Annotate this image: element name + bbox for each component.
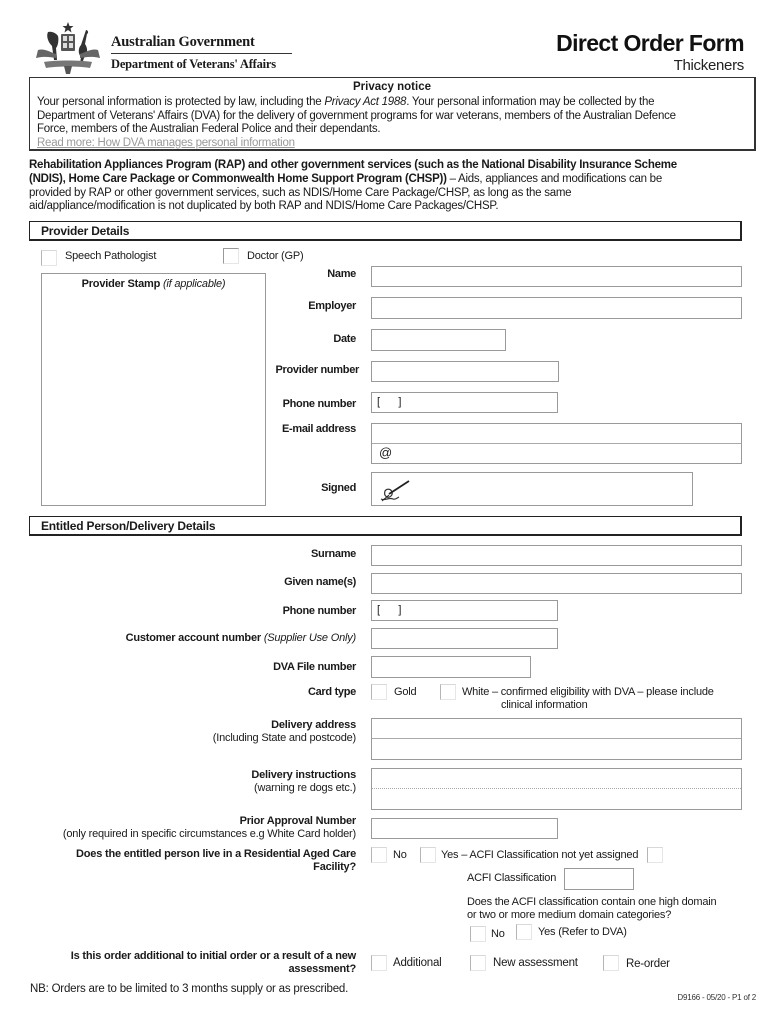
order-reorder-checkbox[interactable]: [603, 955, 619, 971]
acfi-not-assigned-checkbox[interactable]: [647, 847, 663, 863]
acfi-domain-question: Does the ACFI classification contain one high domain or two or more medium domain categories?: [467, 896, 717, 921]
given-names-label: Given name(s): [284, 576, 356, 588]
provider-stamp-note: (if applicable): [162, 278, 226, 290]
signed-label: Signed: [321, 482, 356, 494]
surname-label: Surname: [311, 548, 356, 560]
order-reorder-label: Re-order: [626, 958, 670, 970]
employer-input[interactable]: [371, 297, 742, 319]
dva-file-number-label: DVA File number: [273, 661, 356, 673]
acfi-domain-yes-label: Yes (Refer to DVA): [538, 926, 627, 938]
delivery-address-label: Delivery address (Including State and postcode): [212, 719, 356, 744]
privacy-read-more-link[interactable]: Read more: How DVA manages personal information: [37, 136, 295, 149]
provider-phone-input[interactable]: [371, 392, 558, 413]
employer-label: Employer: [308, 300, 356, 312]
card-gold-checkbox[interactable]: [371, 684, 387, 700]
provider-name-input[interactable]: [371, 266, 742, 287]
coat-of-arms-icon: [30, 20, 106, 76]
order-new-assessment-label: New assessment: [493, 957, 578, 969]
phone-area-code-brackets: [ ]: [377, 604, 402, 616]
card-white-checkbox[interactable]: [440, 684, 456, 700]
residential-no-checkbox[interactable]: [371, 847, 387, 863]
order-type-question: Is this order additional to initial order or a result of a new assessment?: [70, 950, 356, 975]
signature-box[interactable]: [371, 472, 693, 506]
email-at-symbol: @: [379, 445, 393, 460]
provider-number-label: Provider number: [275, 364, 359, 376]
acfi-domain-no-label: No: [491, 928, 505, 940]
speech-pathologist-checkbox[interactable]: [41, 250, 57, 266]
acfi-domain-no-checkbox[interactable]: [470, 926, 486, 942]
pen-signature-icon: [379, 479, 413, 503]
privacy-title: Privacy notice: [353, 81, 431, 93]
email-label: E-mail address: [281, 423, 356, 435]
order-new-assessment-checkbox[interactable]: [470, 955, 486, 971]
delivery-address-input[interactable]: [371, 718, 742, 760]
acfi-domain-yes-checkbox[interactable]: [516, 924, 532, 940]
department-name: Department of Veterans' Affairs: [111, 57, 276, 71]
delivery-instructions-label: Delivery instructions (warning re dogs etc.): [251, 769, 356, 794]
dva-file-number-input[interactable]: [371, 656, 531, 678]
speech-pathologist-label: Speech Pathologist: [65, 250, 157, 262]
gov-name: Australian Government: [111, 34, 255, 50]
order-additional-checkbox[interactable]: [371, 955, 387, 971]
delivery-instructions-input[interactable]: [371, 768, 742, 810]
privacy-notice-box: [29, 77, 756, 151]
header-divider: [111, 53, 292, 54]
residential-care-question: Does the entitled person live in a Residential Aged Care Facility?: [76, 848, 356, 873]
order-additional-label: Additional: [393, 957, 442, 969]
provider-name-label: Name: [327, 268, 356, 280]
card-white-label: White – confirmed eligibility with DVA – please include clinical information: [462, 686, 714, 711]
entitled-person-header: Entitled Person/Delivery Details: [29, 516, 742, 536]
provider-details-header: Provider Details: [29, 221, 742, 241]
given-names-input[interactable]: [371, 573, 742, 594]
acfi-classification-input[interactable]: [564, 868, 634, 890]
date-label: Date: [333, 333, 356, 345]
form-code: D9166 - 05/20 - P1 of 2: [677, 993, 756, 1002]
form-subtitle: Thickeners: [673, 57, 744, 74]
residential-no-label: No: [393, 849, 407, 861]
customer-account-input[interactable]: [371, 628, 558, 649]
date-input[interactable]: [371, 329, 506, 351]
form-title: Direct Order Form: [556, 30, 744, 56]
email-input[interactable]: [371, 423, 742, 464]
provider-stamp-label: Provider Stamp: [81, 278, 161, 290]
residential-yes-label: Yes – ACFI Classification not yet assigned: [441, 849, 639, 861]
customer-account-label: Customer account number (Supplier Use Only): [125, 632, 356, 644]
surname-input[interactable]: [371, 545, 742, 566]
entitled-phone-label: Phone number: [282, 605, 356, 617]
doctor-gp-label: Doctor (GP): [247, 250, 304, 262]
prior-approval-label: Prior Approval Number (only required in specific circumstances e.g White Card holder): [62, 815, 356, 840]
provider-number-input[interactable]: [371, 361, 559, 382]
acfi-classification-label: ACFI Classification: [467, 872, 557, 884]
phone-area-code-brackets: [ ]: [377, 396, 402, 408]
supply-limit-note: NB: Orders are to be limited to 3 months supply or as prescribed.: [30, 983, 349, 995]
entitled-phone-input[interactable]: [371, 600, 558, 621]
email-divider: [372, 443, 741, 444]
prior-approval-input[interactable]: [371, 818, 558, 839]
provider-stamp-box[interactable]: [41, 273, 266, 506]
rap-paragraph: Rehabilitation Appliances Program (RAP) and other government services (such as the National Disability Insurance Scheme (NDIS), Home Care Package or Commonwealth Home Support Program (CHSP)) – Aids, appliances and modifications can be provided by RAP or other government services, such as NDIS/Home Care Package/CHSP, as long as the same aid/appliance/modification is not duplicated by both RAP and NDIS/Home Care Packages/CHSP.: [29, 159, 677, 213]
provider-phone-label: Phone number: [282, 398, 356, 410]
privacy-text: Your personal information is protected by law, including the Privacy Act 1988. Your personal information may be collected by the Department of Veterans' Affairs (DVA) for the delivery of government programs for war veterans, members of the Australian Defence Force, members of the Australian Federal Police and their dependants. Read more: How DVA manages personal information: [37, 96, 676, 149]
card-type-label: Card type: [307, 686, 356, 698]
doctor-gp-checkbox[interactable]: [223, 248, 239, 264]
card-gold-label: Gold: [394, 686, 417, 698]
residential-yes-checkbox[interactable]: [420, 847, 436, 863]
